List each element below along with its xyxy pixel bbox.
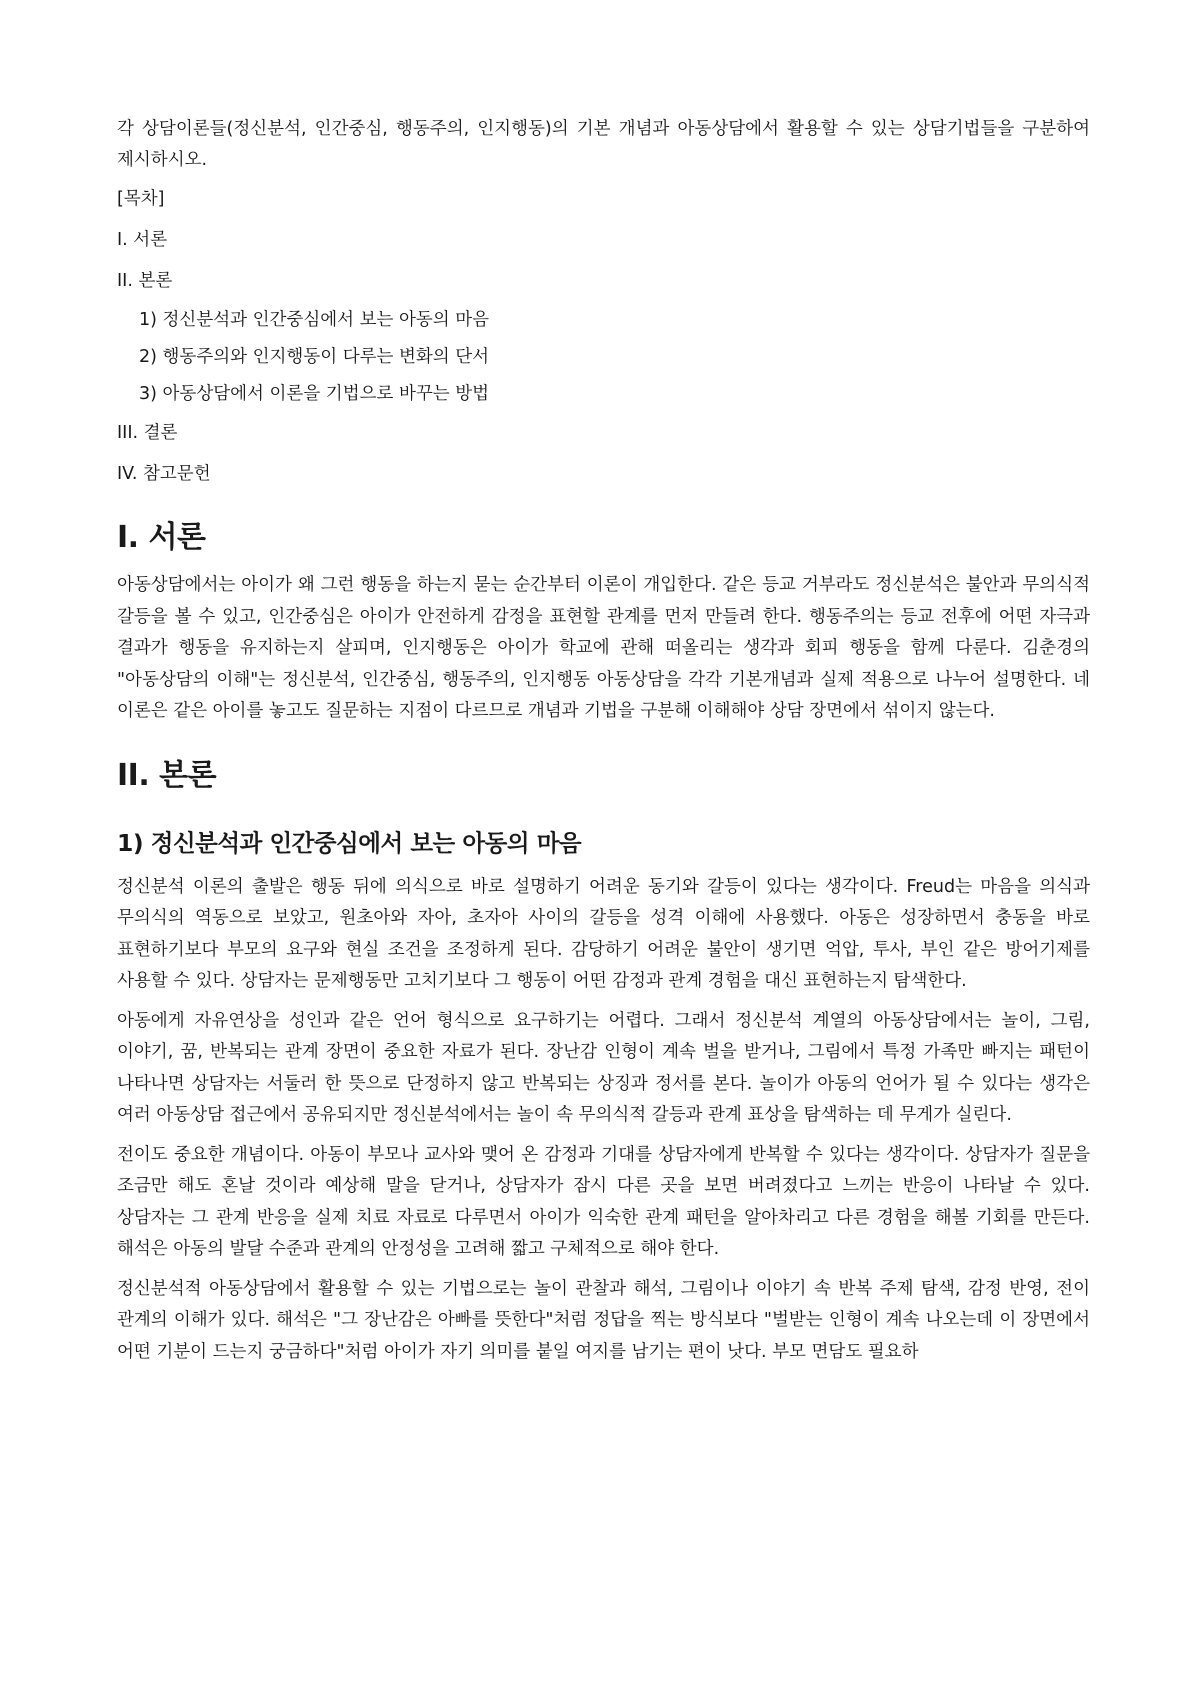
section-heading-body: II. 본론 [117,757,217,793]
body-paragraph-3: 전이도 중요한 개념이다. 아동이 부모나 교사와 맺어 온 감정과 기대를 상담자에게 반복할 수 있다는 생각이다. 상담자가 질문을 조금만 해도 혼날 것이라 예상해 말을 닫거나, 상담자가 잠시 다른 곳을 보면 버려졌다고 느끼는 반응이 나타날 수 있다. 상담자는 그 관계 반응을 실제 치료 자료로 다루면서 아이가 익숙한 관계 패턴을 알아차리고 다른 경험을 해볼 기회를 만든다. 해석은 아동의 발달 수준과 관계의 안정성을 고려해 짧고 구체적으로 해야 한다. [117,1144,1090,1259]
body-paragraph-2: 아동에게 자유연상을 성인과 같은 언어 형식으로 요구하기는 어렵다. 그래서 정신분석 계열의 아동상담에서는 놀이, 그림, 이야기, 꿈, 반복되는 관계 장면이 중요한 자료가 된다. 장난감 인형이 계속 벌을 받거나, 그림에서 특정 가족만 빠지는 패턴이 나타나면 상담자는 서둘러 한 뜻으로 단정하지 않고 반복되는 상징과 정서를 본다. 놀이가 아동의 언어가 될 수 있다는 생각은 여러 아동상담 접근에서 공유되지만 정신분석에서는 놀이 속 무의식적 갈등과 관계 표상을 탐색하는 데 무게가 실린다. [117,1010,1090,1125]
table-of-contents [117,225,1090,297]
toc-item-conclusion: III. 결론 [117,423,178,443]
toc-item-references: IV. 참고문헌 [117,464,211,484]
toc-label: [목차] [117,189,165,209]
toc-subitem-2: 2) 행동주의와 인지행동이 다루는 변화의 단서 [139,347,490,367]
subsection-heading-1: 1) 정신분석과 인간중심에서 보는 아동의 마음 [117,828,582,857]
body-paragraph-4: 정신분석적 아동상담에서 활용할 수 있는 기법으로는 놀이 관찰과 해석, 그림이나 이야기 속 반복 주제 탐색, 감정 반영, 전이 관계의 이해가 있다. 해석은 "그 장난감은 아빠를 뜻한다"처럼 정답을 찍는 방식보다 "벌받는 인형이 계속 나오는데 이 장면에서 어떤 기분이 드는지 궁금하다"처럼 아이가 자기 의미를 붙일 여지를 남기는 편이 낫다. 부모 면담도 필요하 [117,1278,1090,1362]
body-paragraph-1: 정신분석 이론의 출발은 행동 뒤에 의식으로 바로 설명하기 어려운 동기와 갈등이 있다는 생각이다. Freud는 마음을 의식과 무의식의 역동으로 보았고, 원초아와 자아, 초자아 사이의 갈등을 성격 이해에 사용했다. 아동은 성장하면서 충동을 바로 표현하기보다 부모의 요구와 현실 조건을 조정하게 된다. 감당하기 어려운 불안이 생기면 억압, 투사, 부인 같은 방어기제를 사용할 수 있다. 상담자는 문제행동만 고치기보다 그 행동이 어떤 감정과 관계 경험을 대신 표현하는지 탐색한다. [117,876,1090,991]
table-of-contents-continued [117,418,1090,490]
toc-subitem-1: 1) 정신분석과 인간중심에서 보는 아동의 마음 [139,310,490,330]
section-heading-intro: I. 서론 [117,520,206,555]
toc-item-body: II. 본론 [117,271,173,291]
assignment-prompt: 각 상담이론들(정신분석, 인간중심, 행동주의, 인지행동)의 기본 개념과 아동상담에서 활용할 수 있는 상담기법들을 구분하여 제시하시오. [117,119,1090,170]
document-page [117,114,1090,1376]
intro-paragraph: 아동상담에서는 아이가 왜 그런 행동을 하는지 묻는 순간부터 이론이 개입한다. 같은 등교 거부라도 정신분석은 불안과 무의식적 갈등을 볼 수 있고, 인간중심은 아이가 안전하게 감정을 표현할 관계를 먼저 만들려 한다. 행동주의는 등교 전후에 어떤 자극과 결과가 행동을 유지하는지 살피며, 인지행동은 아이가 학교에 관해 떠올리는 생각과 회피 행동을 함께 다룬다. 김춘경의 "아동상담의 이해"는 정신분석, 인간중심, 행동주의, 인지행동 아동상담을 각각 기본개념과 실제 적용으로 나누어 설명한다. 네 이론은 같은 아이를 놓고도 질문하는 지점이 다르므로 개념과 기법을 구분해 이해해야 상담 장면에서 섞이지 않는다. [117,575,1090,721]
toc-subitem-3: 3) 아동상담에서 이론을 기법으로 바꾸는 방법 [139,384,490,404]
toc-subsections [117,305,1090,410]
toc-item-intro: I. 서론 [117,230,168,250]
